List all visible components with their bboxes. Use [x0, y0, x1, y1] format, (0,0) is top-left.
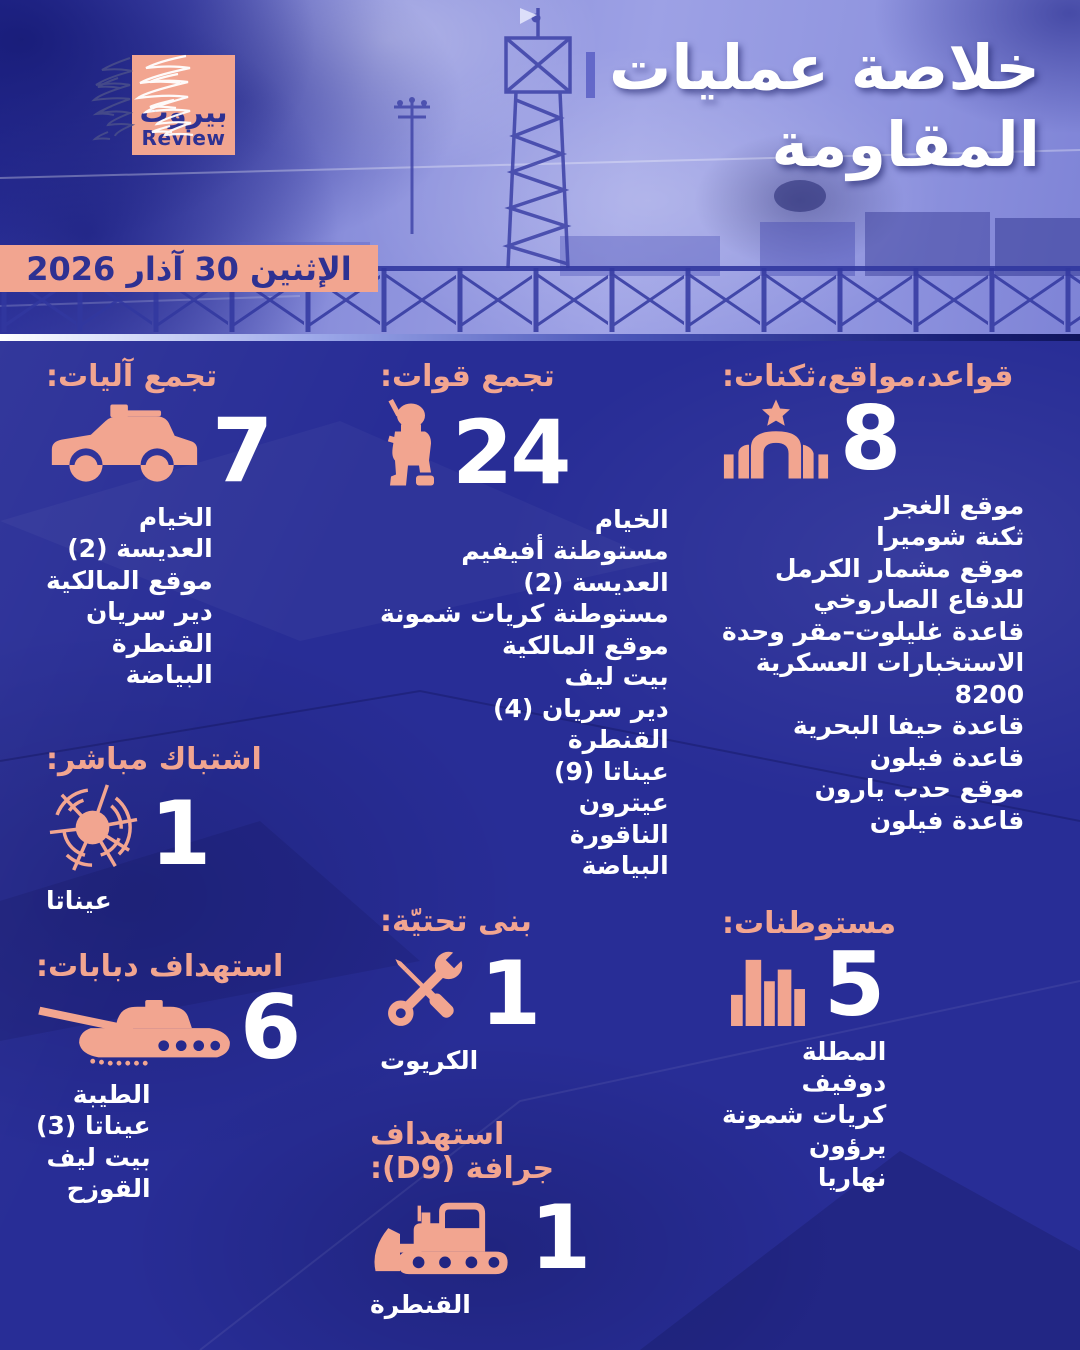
list-item: ثكنة شوميرا [876, 522, 1025, 552]
section-figure [380, 941, 539, 1045]
list-item: البياضة [581, 851, 669, 881]
page-title-line2: المقاومة [771, 107, 1040, 181]
list-item: المطلة [801, 1036, 887, 1066]
section-settlements [722, 907, 1042, 1193]
list-item: موقع المالكية [501, 630, 669, 660]
buildings-icon [722, 954, 814, 1026]
section-items [380, 504, 669, 882]
section-items [370, 1289, 471, 1321]
bulldozer-icon [370, 1189, 520, 1279]
list-item: عيناتا (3) [36, 1111, 151, 1141]
list-item: الاستخبارات العسكرية [755, 648, 1025, 678]
list-item: قاعدة فيلون [869, 805, 1025, 835]
section-title: بنى تحتيّة: [380, 904, 532, 939]
list-item: الخيام [594, 504, 669, 534]
section-items [722, 490, 1024, 837]
section-items [36, 1079, 151, 1205]
list-item: القنطرة [567, 725, 669, 755]
section-title-line1: استهداف [370, 1117, 505, 1152]
military-base-icon [722, 398, 830, 480]
section-count: 1 [150, 781, 209, 885]
section-count: 8 [840, 386, 899, 490]
list-item: مستوطنة كريات شمونة [380, 599, 669, 629]
list-item: العديسة (2) [67, 534, 213, 564]
list-item: عيترون [578, 788, 669, 818]
section-tank-targeting [36, 950, 346, 1205]
list-item: موقع المالكية [46, 565, 213, 595]
explosion-icon [46, 781, 140, 875]
section-force-gatherings [380, 360, 670, 882]
header-photo [0, 0, 1080, 334]
section-figure [722, 932, 883, 1036]
section-bulldozer-targeting [370, 1118, 670, 1321]
list-item: قاعدة فيلون [869, 742, 1025, 772]
tools-icon [380, 943, 470, 1035]
header-divider [0, 334, 1080, 341]
section-title: تجمع قوات: [380, 359, 555, 394]
logo-latin-text: Review [141, 126, 226, 150]
section-count: 24 [452, 400, 569, 504]
list-item: القنطرة [370, 1290, 471, 1320]
section-vehicle-gatherings [46, 360, 346, 691]
section-count: 6 [240, 975, 299, 1079]
list-item: الناقورة [569, 819, 669, 849]
section-items [46, 885, 112, 917]
section-direct-engagement [46, 743, 346, 916]
armored-vehicle-icon [46, 398, 202, 492]
list-item: عيناتا (9) [554, 756, 669, 786]
logo-arabic-text: بيروت [139, 95, 228, 129]
list-item: قاعدة حيفا البحرية [792, 711, 1025, 741]
list-item: 8200 [954, 679, 1025, 709]
section-items [722, 1036, 886, 1194]
section-title: اشتباك مباشر: [46, 742, 262, 777]
list-item: القوزح [66, 1174, 151, 1204]
section-figure [380, 398, 569, 504]
section-count: 1 [480, 941, 539, 1045]
soldier-icon [380, 398, 442, 494]
list-item: قاعدة غليلوت–مقر وحدة [722, 616, 1025, 646]
list-item: عيناتا [46, 885, 112, 915]
list-item: القنطرة [111, 628, 213, 658]
section-figure [46, 398, 271, 502]
list-item: موقع مشمار الكرمل [774, 553, 1025, 583]
list-item: دوفيف [801, 1068, 887, 1098]
list-item: الكريوت [380, 1045, 479, 1075]
list-item: موقع حدب يارون [814, 774, 1025, 804]
list-item: مستوطنة أفيفيم [461, 536, 669, 566]
section-figure [722, 386, 899, 490]
list-item: البياضة [125, 660, 213, 690]
list-item: دير سريان (4) [492, 693, 669, 723]
section-title: مستوطنات: [722, 906, 897, 941]
section-figure [36, 975, 299, 1079]
section-title: تجمع آليات: [46, 359, 218, 394]
list-item: بيت ليف [46, 1142, 151, 1172]
list-item: بيت ليف [564, 662, 669, 692]
watchtower [506, 8, 595, 268]
section-infrastructure [380, 905, 670, 1076]
section-title-line2: جرافة (D9): [370, 1150, 555, 1186]
section-items [46, 502, 213, 691]
page-title [609, 30, 1040, 184]
section-items [380, 1045, 478, 1077]
power-pole [394, 97, 430, 234]
date-text: الإثنين 30 آذار 2026 [26, 249, 352, 288]
list-item: الطيبة [72, 1079, 151, 1109]
section-count: 1 [530, 1186, 589, 1290]
section-bases-sites-barracks [722, 360, 1042, 836]
list-item: العديسة (2) [523, 567, 669, 597]
list-item: يرؤون [808, 1131, 887, 1161]
cedar-sketch-icon [78, 48, 248, 163]
list-item: للدفاع الصاروخي [813, 585, 1025, 615]
date-banner [0, 245, 378, 292]
list-item: نهاريا [817, 1162, 887, 1192]
section-figure [46, 781, 209, 885]
list-item: موقع الغجر [885, 490, 1025, 520]
tank-icon [36, 999, 236, 1069]
section-count: 7 [212, 398, 271, 502]
section-title: استهداف دبابات: [36, 949, 284, 984]
page-title-line1: خلاصة عمليات [609, 31, 1040, 104]
section-figure [370, 1186, 589, 1290]
list-item: دير سريان [85, 597, 213, 627]
list-item: كريات شمونة [722, 1099, 887, 1129]
section-title: قواعد،مواقع،ثكنات: [722, 359, 1014, 394]
list-item: الخيام [138, 502, 213, 532]
section-count: 5 [824, 932, 883, 1036]
